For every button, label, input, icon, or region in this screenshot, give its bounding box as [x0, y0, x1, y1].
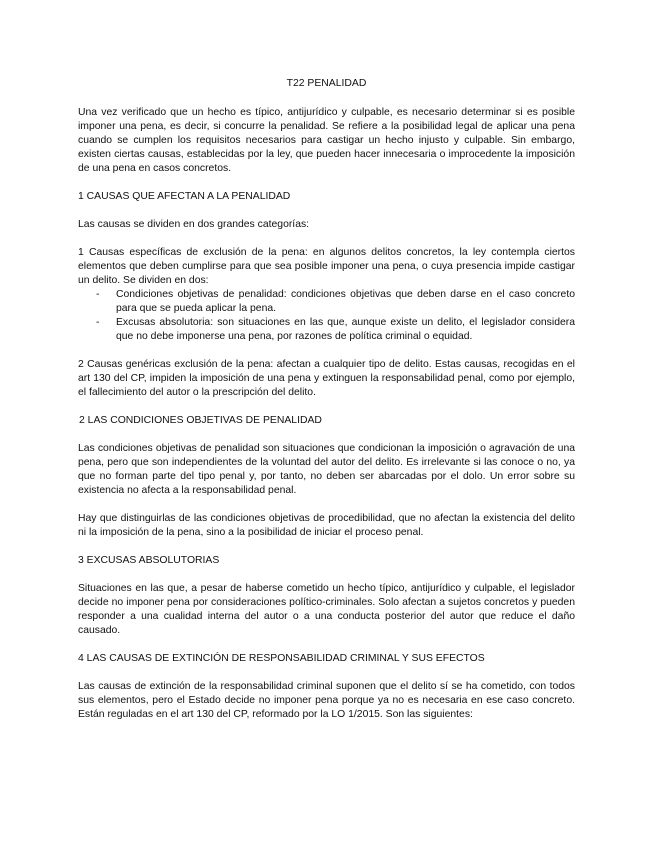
page-title: T22 PENALIDAD [286, 78, 367, 89]
generic-causes-paragraph: 2 Causas genéricas exclusión de la pena: afectan a cualquier tipo de delito. Estas causas, recogidas en el art 130 del CP, impiden la imposición de una pena y extinguen la responsabilidad penal, como por ejemplo, el fallecimiento del autor o la prescripción del delito. [78, 359, 575, 398]
section-3-paragraph: Situaciones en las que, a pesar de haberse cometido un hecho típico, antijurídico y culpable, el legislador decide no imponer pena por consideraciones político-criminales. Solo afectan a sujetos concretos y pueden responder a una cualidad interna del autor o a una conducta posterior del autor que reduce el daño causado. [78, 583, 575, 636]
section-1-heading: 1 CAUSAS QUE AFECTAN A LA PENALIDAD [78, 191, 291, 202]
section-4-heading: 4 LAS CAUSAS DE EXTINCIÓN DE RESPONSABILIDAD CRIMINAL Y SUS EFECTOS [78, 653, 485, 664]
specific-causes-paragraph: 1 Causas específicas de exclusión de la pena: en algunos delitos concretos, la ley contempla ciertos elementos que deben cumplirse para que sea posible imponer una pena, o cuya presencia impide castigar un delito. Se dividen en dos: [78, 247, 575, 286]
section-2-heading: 2 LAS CONDICIONES OBJETIVAS DE PENALIDAD [79, 415, 322, 426]
list-item-text: Excusas absolutoria: son situaciones en las que, aunque existe un delito, el legislador considera que no debe imponerse una pena, por razones de política criminal o equidad. [116, 317, 575, 342]
list-item [78, 316, 575, 344]
list-item-text: Condiciones objetivas de penalidad: condiciones objetivas que deben darse en el caso concreto para que se pueda aplicar la pena. [116, 289, 575, 314]
bullet-dash: - [96, 317, 100, 328]
section-4-paragraph: Las causas de extinción de la responsabilidad criminal suponen que el delito sí se ha cometido, con todos sus elementos, pero el Estado decide no imponer pena porque ya no es necesaria en ese caso concreto. Están reguladas en el art 130 del CP, reformado por la LO 1/2015. Son las siguientes: [78, 681, 575, 720]
list-item [78, 288, 575, 316]
section-2-paragraph-1: Las condiciones objetivas de penalidad son situaciones que condicionan la imposición o agravación de una pena, pero que son independientes de la voluntad del autor del delito. Es irrelevante si las conoce o no, ya que no forman parte del tipo penal y, por tanto, no deben ser abarcadas por el dolo. Un error sobre su existencia no afecta a la responsabilidad penal. [78, 443, 575, 496]
section-3-heading: 3 EXCUSAS ABSOLUTORIAS [78, 555, 220, 566]
section-1-lead: Las causas se dividen en dos grandes categorías: [78, 219, 310, 230]
specific-causes-list [78, 288, 575, 344]
intro-paragraph: Una vez verificado que un hecho es típico, antijurídico y culpable, es necesario determinar si es posible imponer una pena, es decir, si concurre la penalidad. Se refiere a la posibilidad legal de aplicar una pena cuando se cumplen los requisitos necesarios para castigar un hecho injusto y culpable. Sin embargo, existen ciertas causas, establecidas por la ley, que pueden hacer innecesaria o improcedente la imposición de una pena en casos concretos. [78, 107, 575, 174]
bullet-dash: - [96, 289, 100, 300]
document-body [78, 77, 575, 722]
section-2-paragraph-2: Hay que distinguirlas de las condiciones objetivas de procedibilidad, que no afectan la existencia del delito ni la imposición de la pena, sino a la posibilidad de iniciar el proceso penal. [78, 513, 575, 538]
